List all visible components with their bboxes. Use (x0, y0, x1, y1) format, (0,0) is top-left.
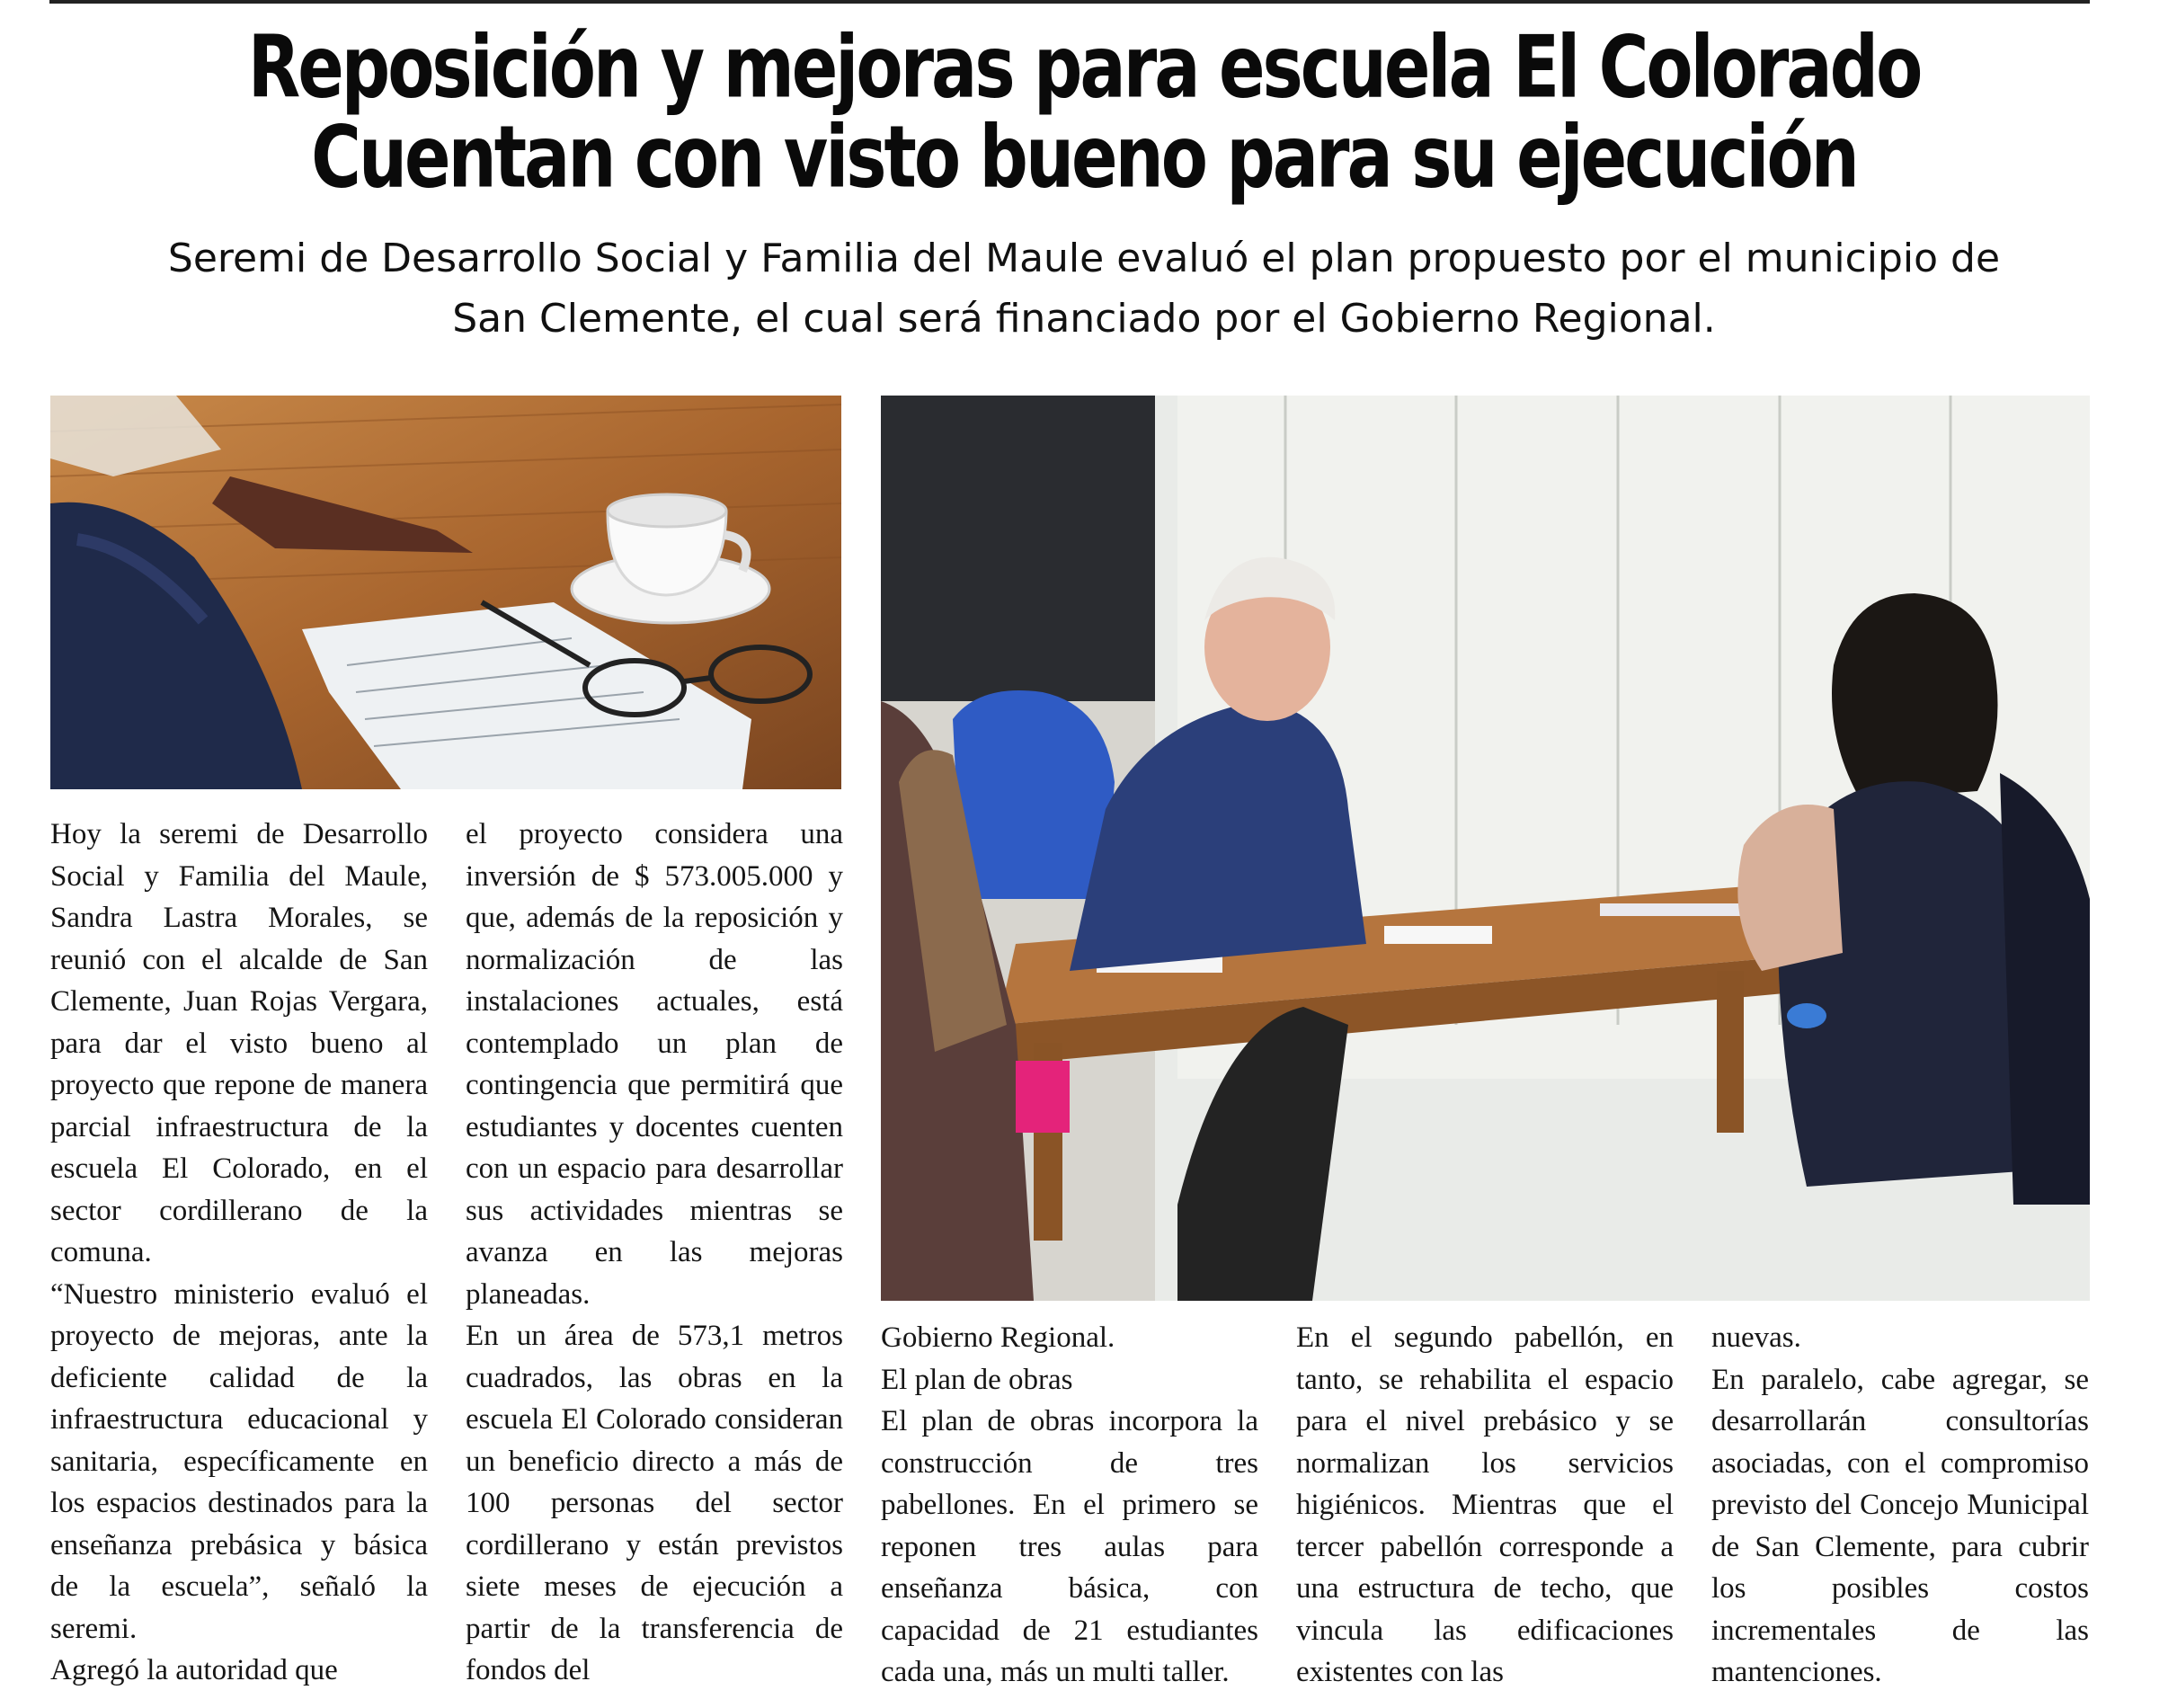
article-paragraph: En paralelo, cabe agregar, se desarrollarán consultorías asociadas, con el compromiso previsto del Concejo Municipal de San Clemente, para cubrir los posibles costos incrementales de las mantenciones. (1711, 1363, 2089, 1688)
article-column-2 (466, 814, 843, 1692)
article-column-3 (881, 1317, 1258, 1694)
article-paragraph: En un área de 573,1 metros cuadrados, las obras en la escuela El Colorado consideran un beneficio directo a más de 100 personas del sector cordillerano y están previstos siete meses de ejecución a partir de la transferencia de fondos del (466, 1320, 843, 1686)
article-paragraph: En el segundo pabellón, en tanto, se rehabilita el espacio para el nivel prebásico y se normalizan los servicios higiénicos. Mientras que el tercer pabellón corresponde a una estructura de techo, que vincula las edificaciones existentes con las (1296, 1321, 1674, 1688)
photo-meeting-graphic (881, 396, 2090, 1301)
article-column-5 (1711, 1317, 2089, 1694)
subtitle-line-1: Seremi de Desarrollo Social y Familia del Maule evaluó el plan propuesto por el municipio de (167, 236, 2001, 281)
article-paragraph: El plan de obras incorpora la construcción de tres pabellones. En el primero se reponen tres aulas para enseñanza básica, con capacidad de 21 estudiantes cada una, más un multi taller. (881, 1405, 1258, 1688)
article-paragraph: Gobierno Regional. (881, 1321, 1115, 1354)
photo-coffee-table-graphic (50, 396, 841, 789)
article-paragraph: Hoy la seremi de Desarrollo Social y Familia del Maule, Sandra Lastra Morales, se reunió con el alcalde de San Clemente, Juan Rojas Vergara, para dar el visto bueno al proyecto que repone de manera parcial infraestructura de la escuela El Colorado, en el sector cordillerano de la comuna. (50, 818, 428, 1268)
headline-line-2: Cuentan con visto bueno para su ejecución (311, 106, 1857, 207)
photo-meeting (881, 396, 2090, 1301)
article-paragraph: nuevas. (1711, 1321, 1801, 1354)
section-subheading: El plan de obras (881, 1363, 1073, 1396)
article-paragraph: “Nuestro ministerio evaluó el proyecto de mejoras, ante la deficiente calidad de la infraestructura educacional y sanitaria, específicamente en los espacios destinados para la enseñanza prebásica y básica de la escuela”, señaló la seremi. (50, 1277, 428, 1645)
article-column-4 (1296, 1317, 1674, 1694)
subtitle-line-2: San Clemente, el cual será financiado por el Gobierno Regional. (452, 296, 1716, 342)
article-paragraph: el proyecto considera una inversión de $ 573.005.000 y que, además de la reposición y normalización de las instalaciones actuales, está contemplado un plan de contingencia que permitirá que estudiantes y docentes cuenten con un espacio para desarrollar sus actividades mientras se avanza en las mejoras planeadas. (466, 818, 843, 1311)
headline-line-1: Reposición y mejoras para escuela El Colorado (247, 16, 1921, 117)
article-paragraph: Agregó la autoridad que (50, 1654, 338, 1686)
top-rule (49, 0, 2090, 4)
article-column-1 (50, 814, 428, 1692)
photo-coffee-table (50, 396, 841, 789)
